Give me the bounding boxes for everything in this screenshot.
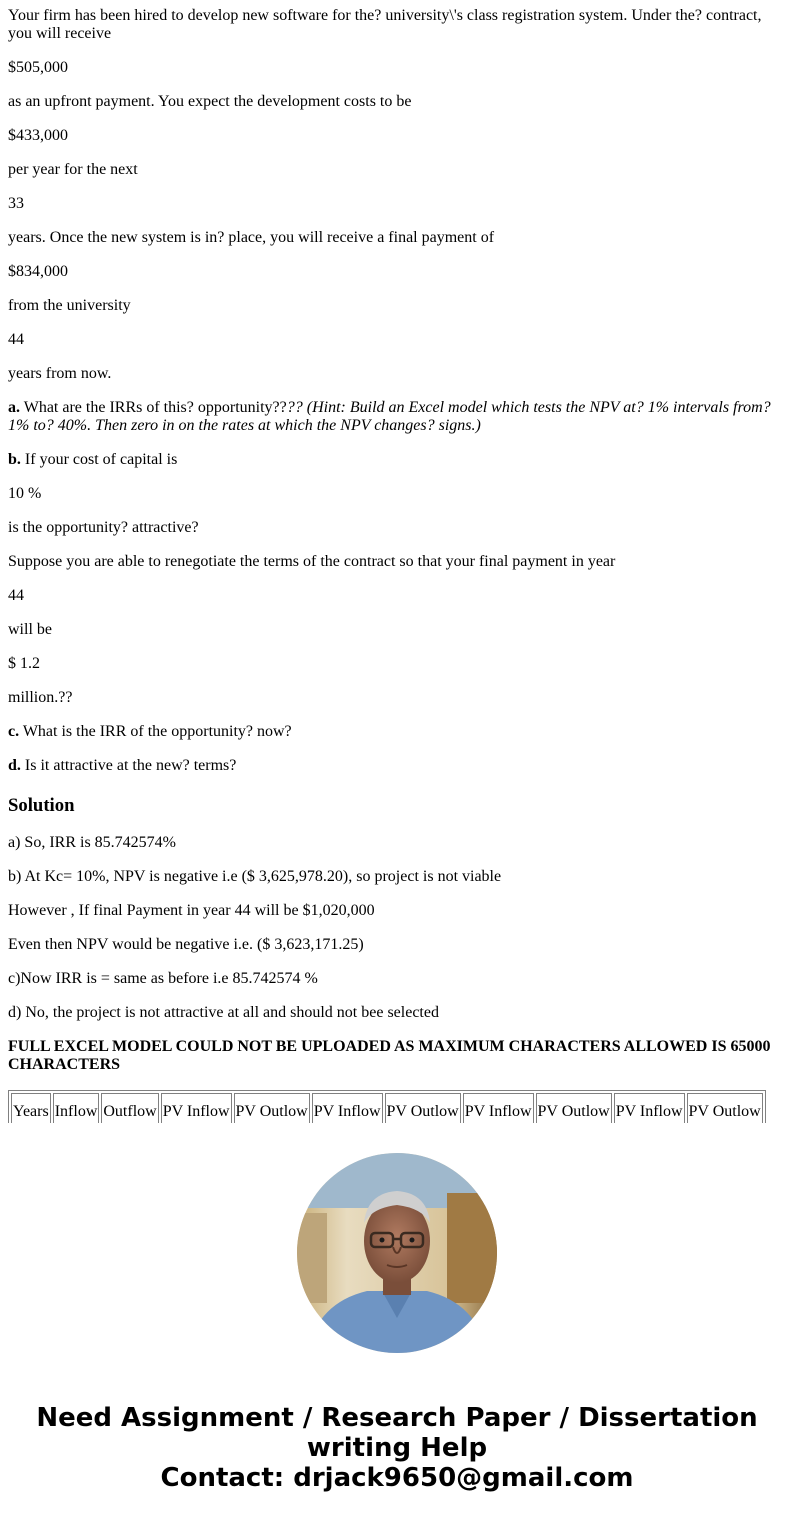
final-year: 44 xyxy=(8,331,24,348)
part-d-text: Is it attractive at the new? terms? xyxy=(20,757,237,774)
column-header-outflow: Outflow xyxy=(101,1093,158,1123)
tutor-avatar xyxy=(297,1153,497,1353)
solution-heading: Solution xyxy=(8,795,75,816)
promo-contact: Contact: drjack9650@gmail.com xyxy=(160,1463,634,1493)
part-b-letter: b. xyxy=(8,451,21,468)
part-c-letter: c. xyxy=(8,723,20,740)
solution-line: b) At Kc= 10%, NPV is negative i.e ($ 3,625,978.20), so project is not viable xyxy=(8,868,502,885)
will-be: will be xyxy=(8,621,52,638)
column-header-pv-inflow: PV Inflow xyxy=(614,1093,685,1123)
part-c xyxy=(8,723,788,741)
question-intro: Your firm has been hired to develop new software for the? university\'s class registration system. Under the? contract, you will receive xyxy=(8,7,762,42)
new-amount: $ 1.2 xyxy=(8,655,40,672)
part-a-hint: ?? (Hint: Build an Excel model which tests the NPV at? 1% intervals from? 1% to? 40%. Then zero in on the rates at which the NPV changes? signs.) xyxy=(8,399,771,434)
part-a-text: What are the IRRs of this? opportunity?? xyxy=(20,399,287,416)
column-header-pv-outlow: PV Outlow xyxy=(536,1093,612,1123)
tutor-photo-illustration xyxy=(297,1153,497,1353)
column-header-pv-outlow: PV Outlow xyxy=(234,1093,310,1123)
column-header-pv-inflow: PV Inflow xyxy=(161,1093,232,1123)
promo-headline: Need Assignment / Research Paper / Dissertation writing Help xyxy=(36,1403,758,1463)
excel-model-table xyxy=(8,1090,766,1123)
attractive-question: is the opportunity? attractive? xyxy=(8,519,199,536)
column-header-years: Years xyxy=(11,1093,51,1123)
cost-amount: $433,000 xyxy=(8,127,68,144)
part-a xyxy=(8,399,788,435)
cost-of-capital: 10 % xyxy=(8,485,42,502)
solution-line: a) So, IRR is 85.742574% xyxy=(8,834,176,851)
column-header-pv-inflow: PV Inflow xyxy=(312,1093,383,1123)
excel-model-note: FULL EXCEL MODEL COULD NOT BE UPLOADED AS MAXIMUM CHARACTERS ALLOWED IS 65000 CHARACTERS xyxy=(8,1038,771,1073)
cost-label: per year for the next xyxy=(8,161,138,178)
excel-model-table-viewport xyxy=(8,1090,794,1123)
upfront-amount: $505,000 xyxy=(8,59,68,76)
final-year-label: years from now. xyxy=(8,365,112,382)
column-header-pv-inflow: PV Inflow xyxy=(463,1093,534,1123)
column-header-inflow: Inflow xyxy=(53,1093,100,1123)
renegotiate-text: Suppose you are able to renegotiate the terms of the contract so that your final payment in year xyxy=(8,553,616,570)
part-a-letter: a. xyxy=(8,399,20,416)
part-d-letter: d. xyxy=(8,757,21,774)
promo-banner xyxy=(0,1403,794,1493)
million: million.?? xyxy=(8,689,73,706)
years-label: years. Once the new system is in? place, you will receive a final payment of xyxy=(8,229,495,246)
part-b xyxy=(8,451,788,469)
part-d xyxy=(8,757,788,775)
part-c-text: What is the IRR of the opportunity? now? xyxy=(19,723,292,740)
solution-line: c)Now IRR is = same as before i.e 85.742574 % xyxy=(8,970,318,987)
renegotiate-year: 44 xyxy=(8,587,24,604)
final-amount: $834,000 xyxy=(8,263,68,280)
solution-line: d) No, the project is not attractive at all and should not bee selected xyxy=(8,1004,439,1021)
upfront-label: as an upfront payment. You expect the development costs to be xyxy=(8,93,412,110)
final-label: from the university xyxy=(8,297,131,314)
column-header-pv-outlow: PV Outlow xyxy=(385,1093,461,1123)
solution-line: Even then NPV would be negative i.e. ($ 3,623,171.25) xyxy=(8,936,364,953)
column-header-pv-outlow: PV Outlow xyxy=(687,1093,763,1123)
solution-line: However , If final Payment in year 44 will be $1,020,000 xyxy=(8,902,375,919)
years-count: 33 xyxy=(8,195,24,212)
table-header-row xyxy=(11,1093,763,1123)
part-b-text: If your cost of capital is xyxy=(20,451,178,468)
